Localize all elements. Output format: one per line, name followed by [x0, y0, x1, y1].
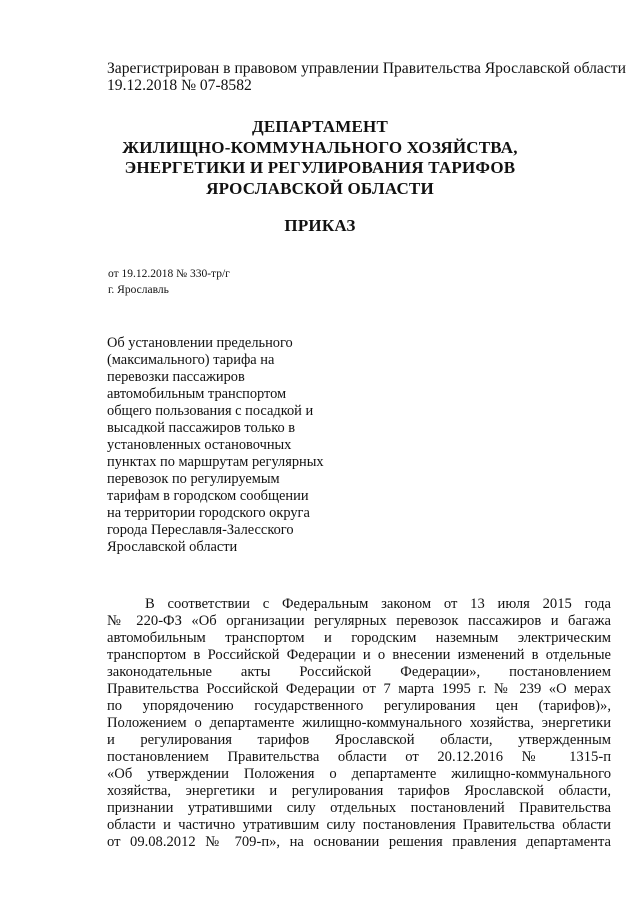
subject-line: общего пользования с посадкой и [107, 403, 314, 419]
body-line: № 220-ФЗ «Об организации регулярных перевозок пассажиров и багажа [107, 613, 611, 629]
body-line: по упорядочению государственного регулирования цен (тарифов)», [107, 698, 611, 714]
body-line: «Об утверждении Положения о департаменте жилищно-коммунального [107, 766, 611, 782]
order-city: г. Ярославль [108, 284, 169, 296]
subject-line: города Переславля-Залесского [107, 522, 294, 538]
department-title-line-3: ЭНЕРГЕТИКИ И РЕГУЛИРОВАНИЯ ТАРИФОВ [124, 158, 516, 177]
subject-line: высадкой пассажиров только в [107, 420, 296, 436]
department-title-line-1: ДЕПАРТАМЕНТ [251, 117, 389, 136]
body-line: хозяйства, энергетики и регулирования тарифов Ярославской области, [107, 783, 611, 799]
subject-line: установленных остановочных [107, 437, 292, 453]
body-line: и регулирования тарифов Ярославской области, утвержденным [107, 732, 611, 748]
subject-line: Об установлении предельного [107, 335, 293, 351]
body-line: постановлением Правительства области от 20.12.2016 № 1315-п [107, 749, 611, 765]
subject-line: автомобильным транспортом [107, 386, 287, 402]
department-title-line-4: ЯРОСЛАВСКОЙ ОБЛАСТИ [206, 179, 434, 198]
order-date-number: от 19.12.2018 № 330-тр/г [108, 268, 230, 280]
subject-line: пунктах по маршрутам регулярных [107, 454, 324, 470]
body-line: области и частично утратившим силу постановления Правительства области [107, 817, 611, 833]
body-line: автомобильным транспортом и городским наземным электрическим [107, 630, 611, 646]
subject-line: перевозки пассажиров [107, 369, 245, 385]
registration-note-line-2: 19.12.2018 № 07-8582 [107, 77, 252, 94]
subject-line: тарифам в городском сообщении [107, 488, 309, 504]
body-line: Правительства Российской Федерации от 7 марта 1995 г. № 239 «О мерах [107, 681, 611, 697]
department-title-line-2: ЖИЛИЩНО-КОММУНАЛЬНОГО ХОЗЯЙСТВА, [122, 138, 518, 157]
body-line: В соответствии с Федеральным законом от 13 июля 2015 года [145, 596, 611, 612]
body-line: законодательные акты Российской Федерации», постановлением [107, 664, 611, 680]
body-line: от 09.08.2012 № 709-п», на основании решения правления департамента [107, 834, 611, 850]
body-line: признании утратившими силу отдельных постановлений Правительства [107, 800, 611, 816]
subject-line: на территории городского округа [107, 505, 310, 521]
body-line: Положением о департаменте жилищно-коммунального хозяйства, энергетики [107, 715, 611, 731]
subject-line: (максимального) тарифа на [107, 352, 275, 368]
body-line: транспортом в Российской Федерации и о внесении изменений в отдельные [107, 647, 611, 663]
document-type-heading: ПРИКАЗ [284, 216, 356, 235]
subject-line: перевозок по регулируемым [107, 471, 280, 487]
subject-line: Ярославской области [107, 539, 238, 555]
registration-note-line-1: Зарегистрирован в правовом управлении Правительства Ярославской области [107, 60, 626, 77]
